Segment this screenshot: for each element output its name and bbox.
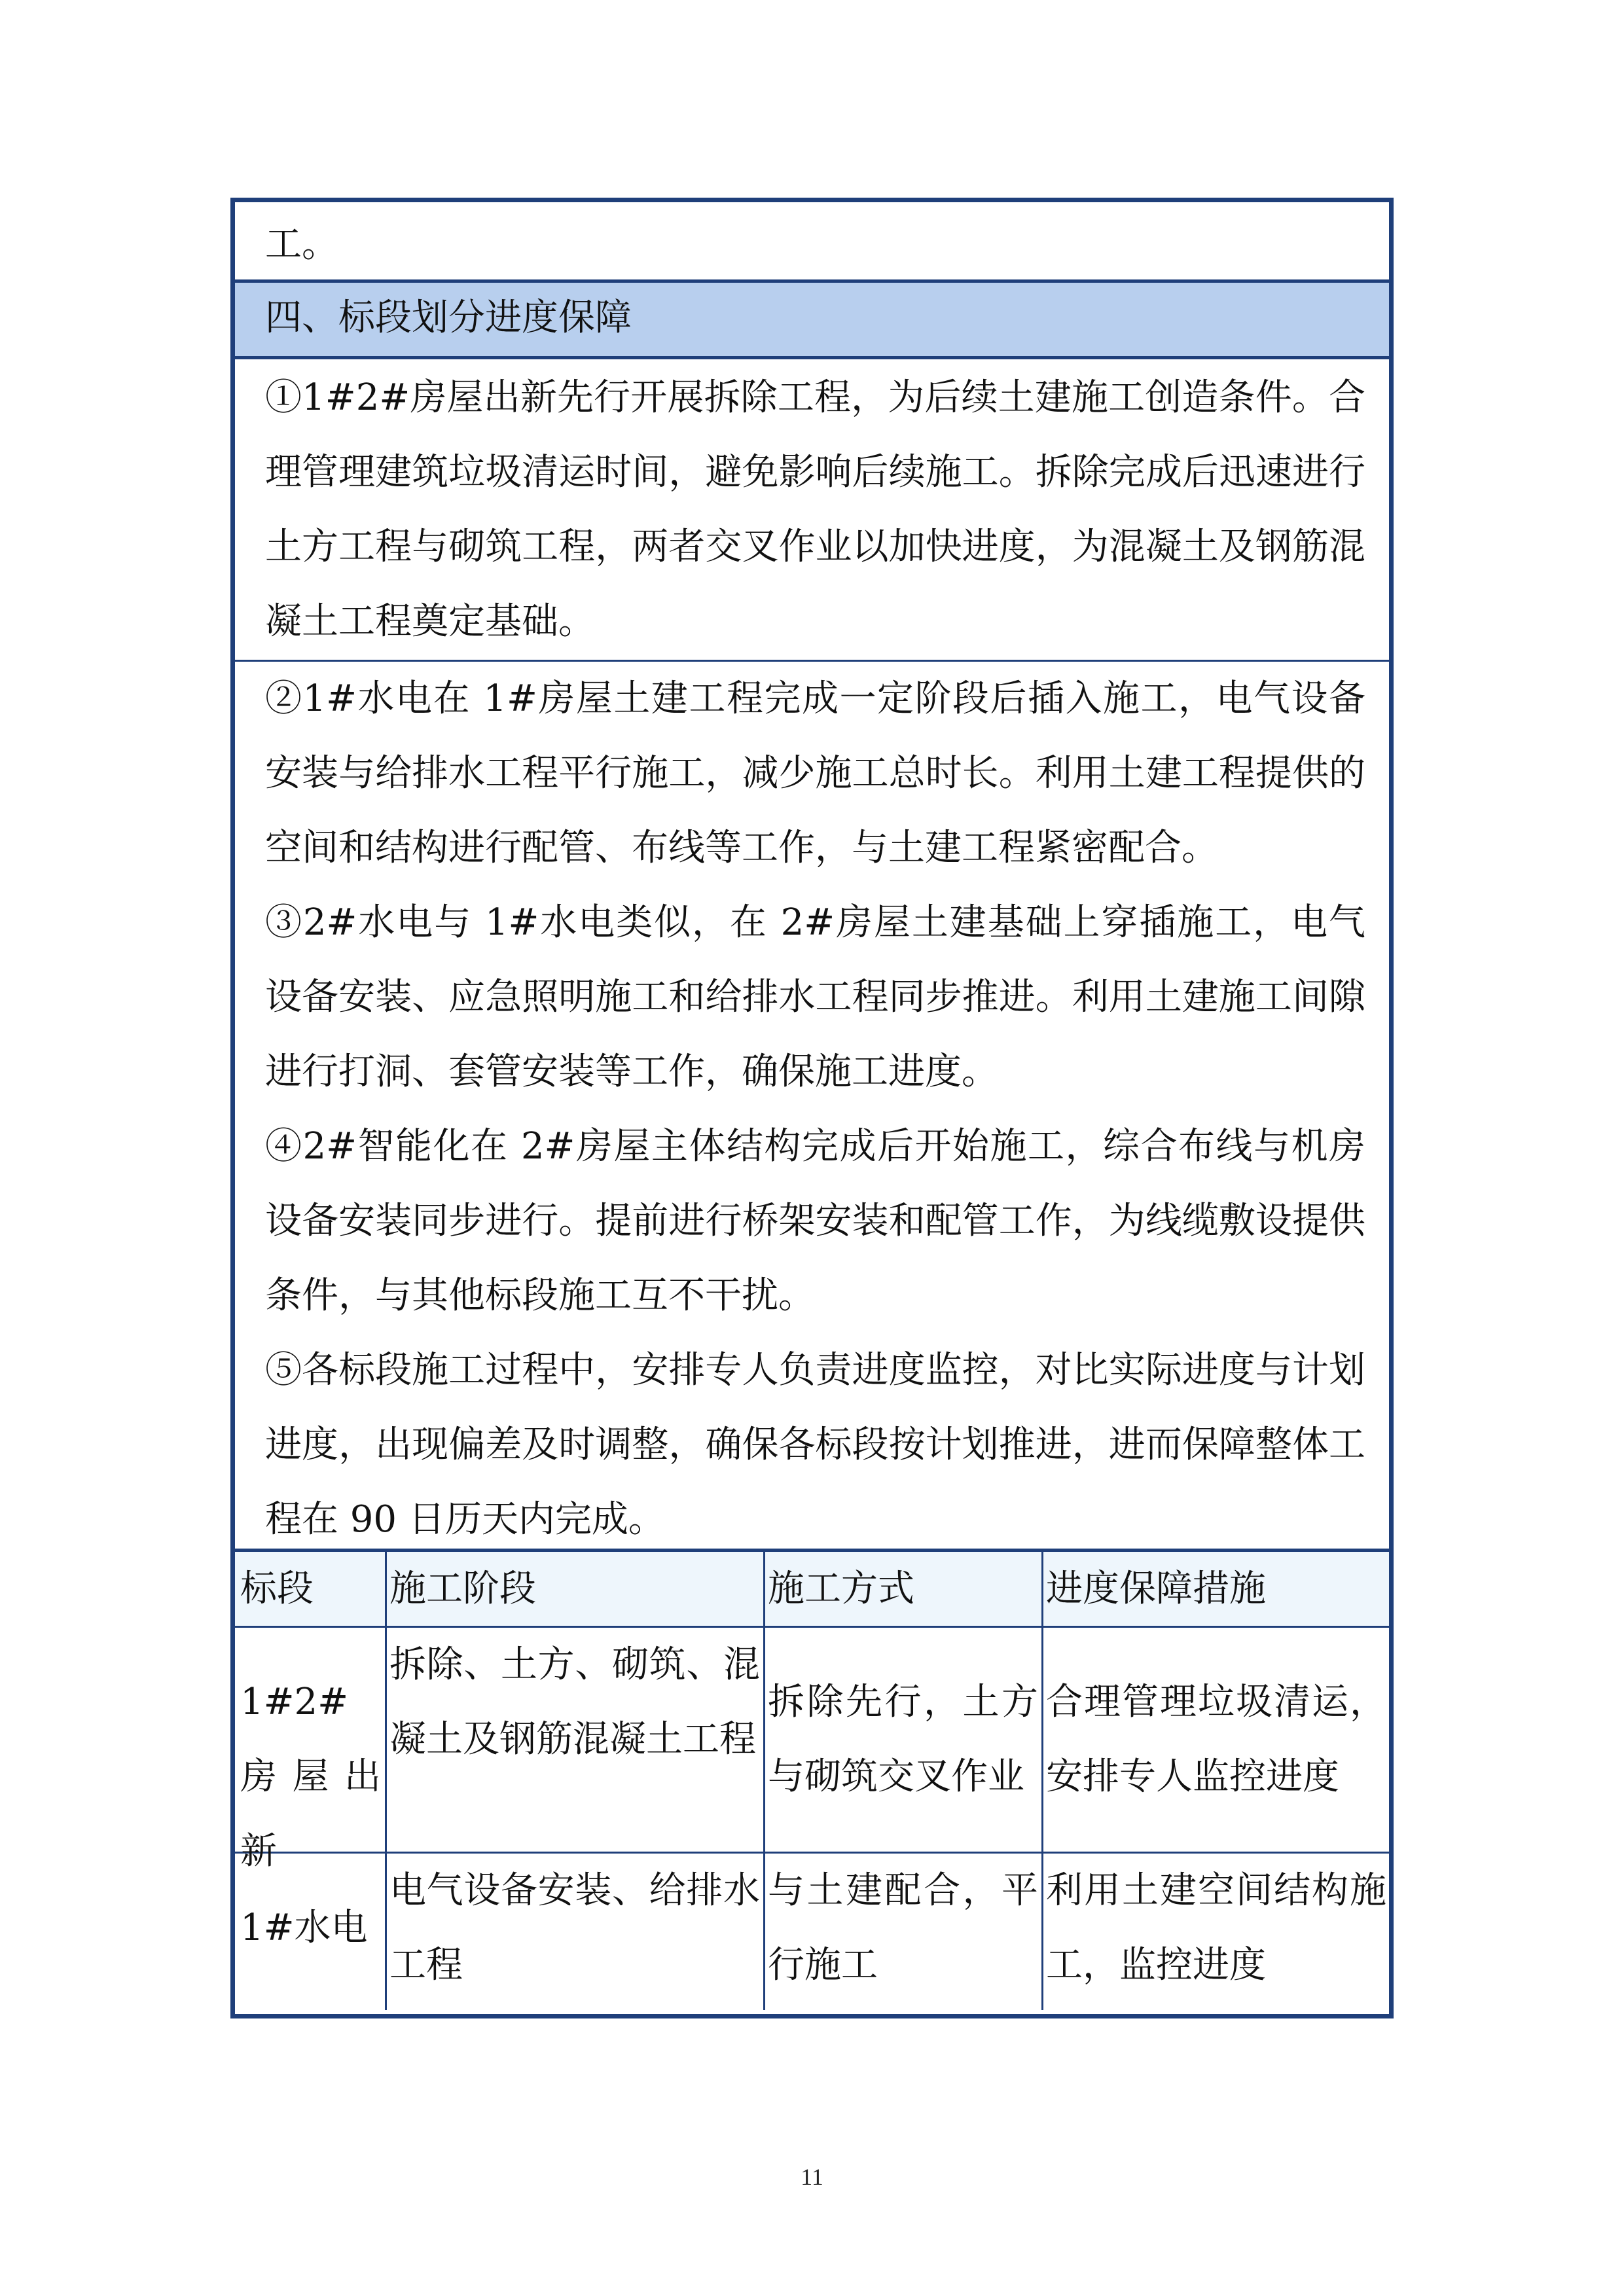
content-frame bbox=[230, 198, 1394, 2018]
paragraph-3: ③2#水电与 1#水电类似，在 2#房屋土建基础上穿插施工，电气设备安装、应急照明施工和给排水工程同步推进。利用土建施工间隙进行打洞、套管安装等工作，确保施工进度。 bbox=[265, 901, 1365, 1093]
paragraph-5: ⑤各标段施工过程中，安排专人负责进度监控，对比实际进度与计划进度，出现偏差及时调整，确保各标段按计划推进，进而保障整体工程在 90 日历天内完成。 bbox=[265, 1349, 1365, 1541]
table-cell: 电气设备安装、给排水工程 bbox=[389, 1869, 760, 1986]
table-header-cell: 施工方式 bbox=[768, 1568, 914, 1610]
table-col-rule bbox=[763, 1552, 765, 2010]
table-cell: 拆除先行，土方与砌筑交叉作业 bbox=[768, 1681, 1038, 1798]
divider bbox=[235, 356, 1389, 359]
paragraph-block bbox=[265, 662, 1365, 1557]
table-cell: 合理管理垃圾清运，安排专人监控进度 bbox=[1046, 1681, 1386, 1798]
table-cell: 利用土建空间结构施工，监控进度 bbox=[1046, 1869, 1386, 1986]
table-col-rule bbox=[1041, 1552, 1043, 2010]
table-col-rule bbox=[385, 1552, 387, 2010]
table-cell: 拆除、土方、砌筑、混凝土及钢筋混凝土工程 bbox=[389, 1643, 760, 1761]
table-header-cell: 施工阶段 bbox=[389, 1568, 536, 1610]
table-cell: 1#水电 bbox=[240, 1907, 368, 1949]
page-number: 11 bbox=[801, 2164, 823, 2190]
paragraph-1: ①1#2#房屋出新先行开展拆除工程，为后续土建施工创造条件。合理管理建筑垃圾清运时间，避免影响后续施工。拆除完成后迅速进行土方工程与砌筑工程，两者交叉作业以加快进度，为混凝土及钢筋混凝土工程奠定基础。 bbox=[265, 376, 1365, 643]
table-cell: 与土建配合，平行施工 bbox=[768, 1869, 1038, 1986]
paragraph-4: ④2#智能化在 2#房屋主体结构完成后开始施工，综合布线与机房设备安装同步进行。提前进行桥架安装和配管工作，为线缆敷设提供条件，与其他标段施工互不干扰。 bbox=[265, 1125, 1365, 1317]
table-header-cell: 进度保障措施 bbox=[1046, 1568, 1266, 1610]
section-heading: 四、标段划分进度保障 bbox=[265, 296, 632, 339]
continued-text: 工。 bbox=[265, 223, 338, 266]
table-header-cell: 标段 bbox=[240, 1568, 314, 1610]
table-cell: 1#2# 房屋出新 bbox=[240, 1681, 381, 1873]
paragraph-2: ②1#水电在 1#房屋土建工程完成一定阶段后插入施工，电气设备安装与给排水工程平行施工，减少施工总时长。利用土建工程提供的空间和结构进行配管、布线等工作，与土建工程紧密配合。 bbox=[265, 677, 1365, 869]
